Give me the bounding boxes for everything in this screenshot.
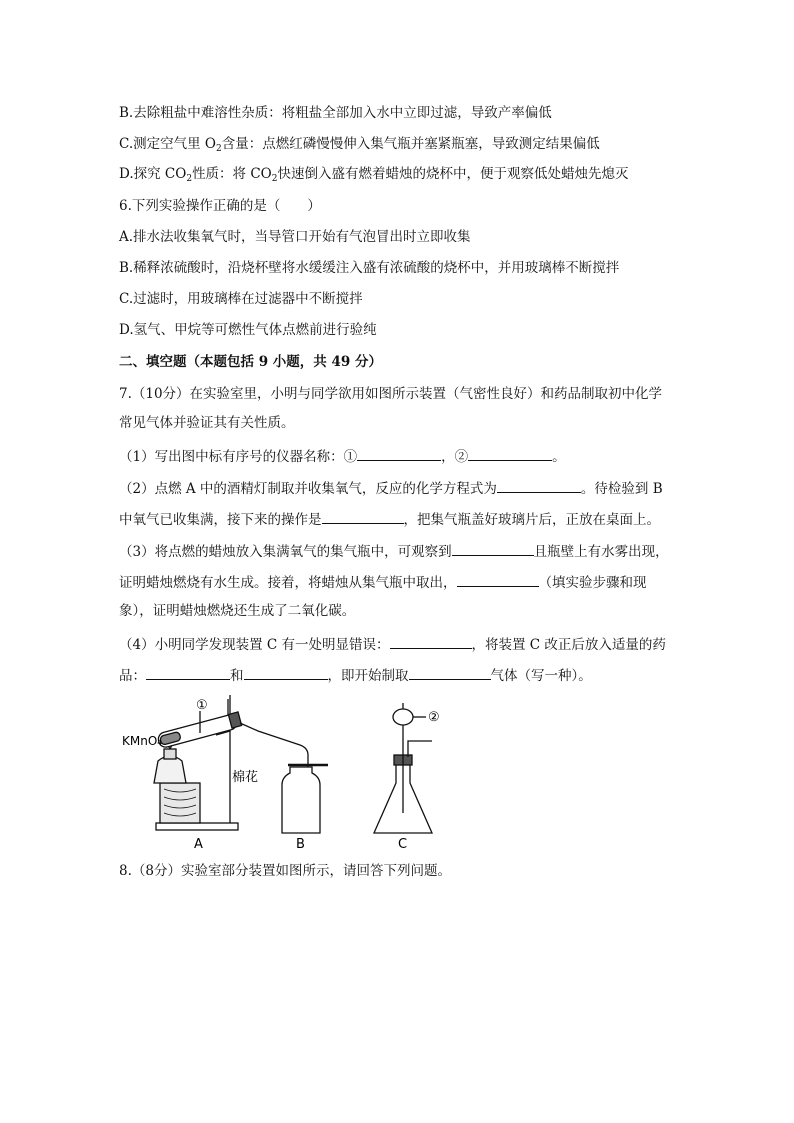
question-text: 。 <box>552 449 566 465</box>
question-6-option-b <box>119 259 619 277</box>
gas-bottle <box>282 767 320 833</box>
answer-blank[interactable] <box>457 572 539 587</box>
question-6-text: 6.下列实验操作正确的是（ ） <box>119 198 321 214</box>
question-7-line-2 <box>119 414 295 432</box>
option-text: D.氢气、甲烷等可燃性气体点燃前进行验纯 <box>119 322 377 338</box>
question-text: （填实验步骤和现 <box>538 575 647 591</box>
stand-base <box>156 823 238 830</box>
lab-apparatus-figure <box>120 693 450 853</box>
option-d-line <box>119 165 629 183</box>
apparatus-c-label: C <box>398 837 408 852</box>
question-7-line-1 <box>119 385 662 403</box>
question-text: 7.（10分）在实验室里，小明与同学欲用如图所示装置（气密性良好）和药品制取初中化学 <box>119 386 663 402</box>
separatory-funnel <box>393 709 413 725</box>
question-6-option-a <box>119 228 471 246</box>
question-7-part-2 <box>119 478 663 498</box>
test-tube <box>157 714 238 749</box>
question-6-option-c <box>119 290 363 308</box>
kmno4-label: KMnO₄ <box>122 734 163 748</box>
apparatus-a-label: A <box>194 837 203 852</box>
number-1-label: ① <box>196 698 208 713</box>
question-6 <box>119 197 321 215</box>
option-c-text-2: 含量：点燃红磷慢慢伸入集气瓶并塞紧瓶塞，导致测定结果偏低 <box>221 136 600 152</box>
answer-blank[interactable] <box>357 446 441 461</box>
answer-blank[interactable] <box>409 665 491 680</box>
alcohol-lamp <box>154 756 186 783</box>
answer-blank[interactable] <box>244 665 328 680</box>
cotton-label: 棉花 <box>232 770 259 785</box>
question-text: （4）小明同学发现装置 C 有一处明显错误： <box>119 637 390 653</box>
question-text: 常见气体并验证其有关性质。 <box>119 415 295 431</box>
subscript: 2 <box>216 144 222 154</box>
section-heading <box>119 353 382 371</box>
question-7-part-3-cont <box>119 572 647 592</box>
answer-blank[interactable] <box>146 665 230 680</box>
question-text: （3）将点燃的蜡烛放入集满氧气的集气瓶中，可观察到 <box>119 544 452 560</box>
answer-blank[interactable] <box>390 634 472 649</box>
option-c-line <box>119 135 600 153</box>
question-8 <box>119 862 451 880</box>
option-text: C.过滤时，用玻璃棒在过滤器中不断搅拌 <box>119 291 363 307</box>
option-d-text-1: D.探究 CO <box>119 166 187 182</box>
question-7-part-3-end <box>119 602 355 620</box>
answer-blank[interactable] <box>468 446 552 461</box>
section-heading-text: 二、填空题（本题包括 9 小题，共 49 分） <box>119 354 382 370</box>
question-text: 且瓶壁上有水雾出现， <box>533 544 669 560</box>
subscript: 2 <box>271 174 278 184</box>
option-b-line <box>119 104 552 122</box>
question-text: 品： <box>119 668 146 684</box>
question-text: 象），证明蜡烛燃烧还生成了二氧化碳。 <box>119 603 356 619</box>
question-text: ，② <box>441 449 469 465</box>
wooden-block <box>160 783 200 823</box>
apparatus-b-label: B <box>296 837 305 852</box>
option-d-text-2: 性质：将 CO <box>192 166 272 182</box>
question-text: （2）点燃 A 中的酒精灯制取并收集氧气，反应的化学方程式为 <box>119 481 497 497</box>
question-text: 和 <box>230 668 244 684</box>
question-text: 气体（写一种）。 <box>490 668 592 684</box>
question-text: 证明蜡烛燃烧有水生成。接着，将蜡烛从集气瓶中取出， <box>119 575 457 591</box>
subscript: 2 <box>186 174 193 184</box>
question-7-part-4-cont <box>119 665 592 685</box>
option-b-text: B.去除粗盐中难溶性杂质：将粗盐全部加入水中立即过滤，导致产率偏低 <box>119 105 552 121</box>
option-text: B.稀释浓硫酸时，沿烧杯壁将水缓缓注入盛有浓硫酸的烧杯中，并用玻璃棒不断搅拌 <box>119 260 620 276</box>
question-7-part-3 <box>119 541 669 561</box>
question-7-part-4 <box>119 634 666 654</box>
question-text: （1）写出图中标有序号的仪器名称：① <box>119 449 358 465</box>
question-6-option-d <box>119 321 377 339</box>
question-text: 。待检验到 B <box>580 481 663 497</box>
question-7-part-1 <box>119 446 566 466</box>
question-text: ，将装置 C 改正后放入适量的药 <box>471 637 666 653</box>
question-text: ，把集气瓶盖好玻璃片后，正放在桌面上。 <box>403 512 660 528</box>
number-2-label: ② <box>428 710 440 725</box>
answer-blank[interactable] <box>497 478 581 493</box>
question-text: 8.（8分）实验室部分装置如图所示，请回答下列问题。 <box>119 863 451 879</box>
option-c-text-1: C.测定空气里 O <box>119 136 216 152</box>
question-7-part-2-cont <box>119 509 660 529</box>
option-d-text-3: 快速倒入盛有燃着蜡烛的烧杯中，便于观察低处蜡烛先熄灭 <box>277 166 629 182</box>
answer-blank[interactable] <box>322 509 404 524</box>
question-text: ，即开始制取 <box>327 668 409 684</box>
answer-blank[interactable] <box>452 541 534 556</box>
option-text: A.排水法收集氧气时，当导管口开始有气泡冒出时立即收集 <box>119 229 471 245</box>
question-text: 中氧气已收集满，接下来的操作是 <box>119 512 322 528</box>
